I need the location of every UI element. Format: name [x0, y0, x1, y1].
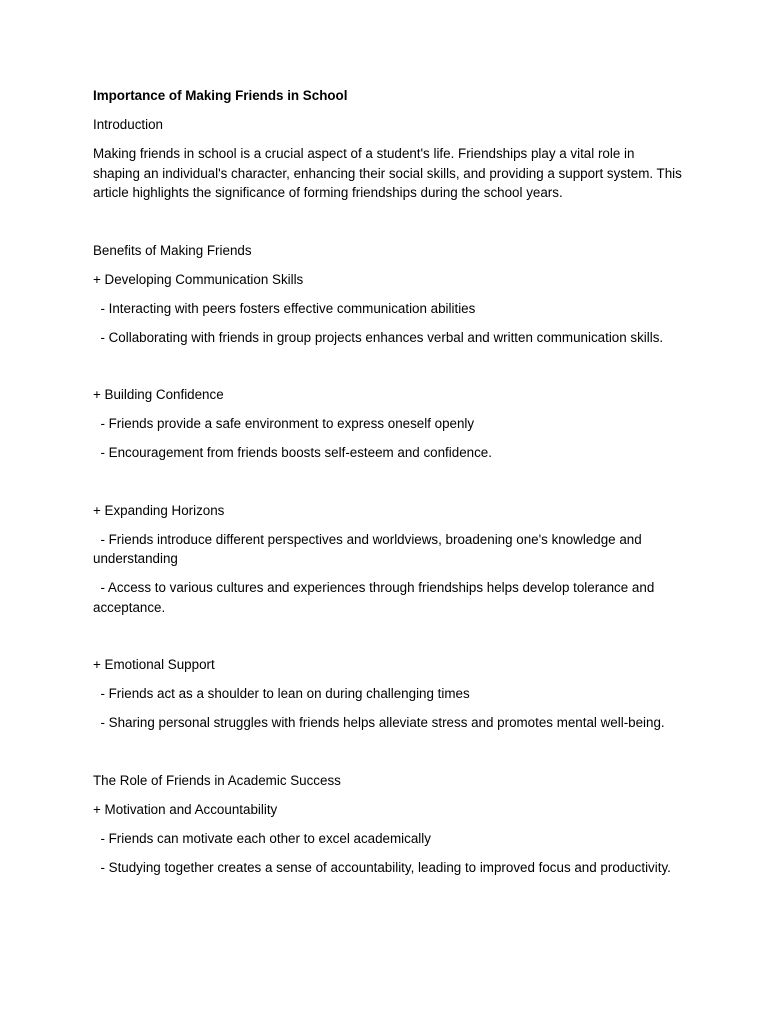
benefits-heading: Benefits of Making Friends [93, 242, 252, 258]
emotional-point-1: - Friends act as a shoulder to lean on during challenging times [93, 686, 470, 701]
communication-point-2: - Collaborating with friends in group projects enhances verbal and written communication skills. [93, 329, 664, 345]
communication-heading: + Developing Communication Skills [93, 271, 304, 287]
confidence-point-2: - Encouragement from friends boosts self-esteem and confidence. [93, 445, 492, 460]
intro-heading: Introduction [93, 117, 163, 132]
emotional-point-2: - Sharing personal struggles with friends helps alleviate stress and promotes mental well-being. [93, 715, 665, 730]
motivation-point-1: - Friends can motivate each other to excel academically [93, 830, 431, 846]
motivation-heading: + Motivation and Accountability [93, 801, 278, 817]
confidence-point-1: - Friends provide a safe environment to express oneself openly [93, 416, 475, 431]
horizons-point-1: - Friends introduce different perspectives and worldviews, broadening one's knowledge and understanding [93, 531, 646, 566]
academic-heading: The Role of Friends in Academic Success [93, 772, 341, 788]
confidence-heading: + Building Confidence [93, 387, 224, 402]
document-title: Importance of Making Friends in School [93, 88, 348, 103]
communication-point-1: - Interacting with peers fosters effective communication abilities [93, 300, 476, 316]
intro-paragraph: Making friends in school is a crucial aspect of a student's life. Friendships play a vital role in shaping an individual's character, enhancing their social skills, and providing a support system. This article highlights the significance of forming friendships during the school years. [93, 146, 686, 200]
motivation-point-2: - Studying together creates a sense of accountability, leading to improved focus and productivity. [93, 859, 671, 875]
horizons-heading: + Expanding Horizons [93, 502, 225, 518]
horizons-point-2: - Access to various cultures and experiences through friendships helps develop tolerance and acceptance. [93, 580, 658, 615]
document-page [93, 86, 686, 887]
emotional-heading: + Emotional Support [93, 657, 215, 672]
